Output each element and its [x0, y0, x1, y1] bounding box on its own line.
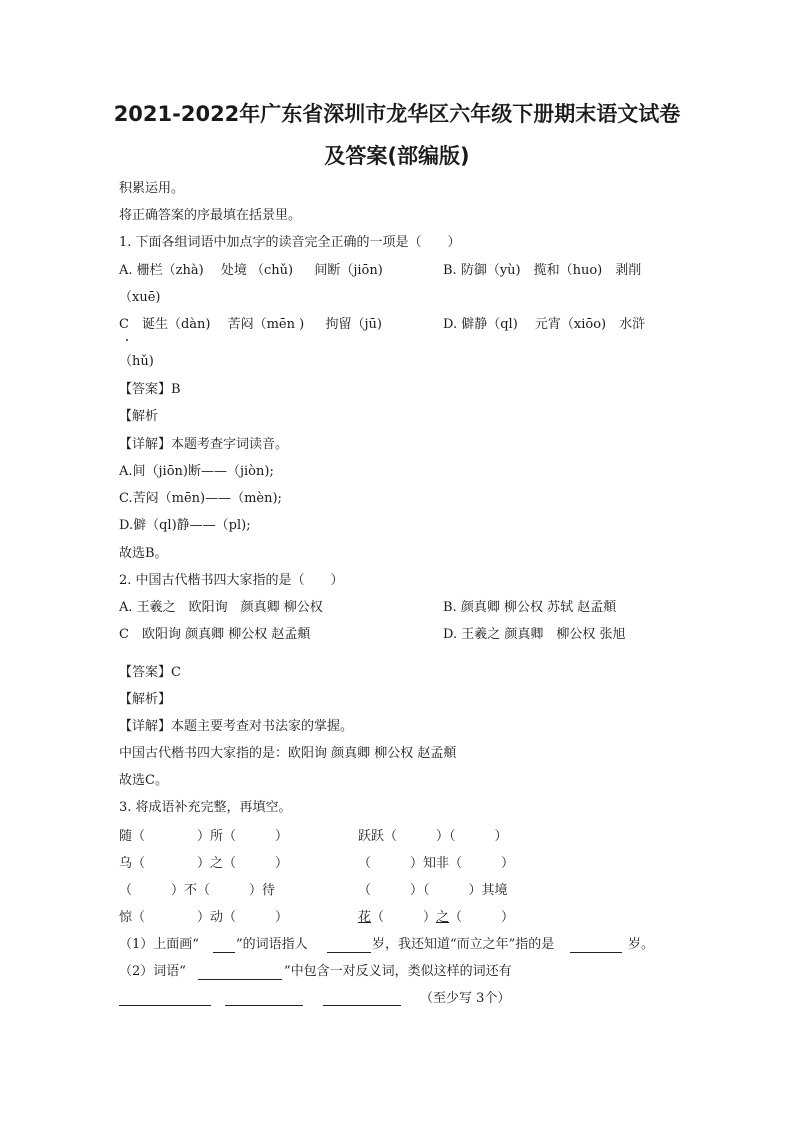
q2-explanation: 中国古代楷书四大家指的是：欧阳询 颜真卿 柳公权 赵孟頫 [119, 746, 457, 761]
q2-detail: 【详解】本题主要考查对书法家的掌握。 [119, 719, 354, 734]
q2-answer: 【答案】C [119, 665, 181, 680]
q2-option-b: B. 颜真卿 柳公权 苏轼 赵孟頫 [443, 600, 617, 615]
q1-analysis-a: A.间（jiōn)断——（jiòn); [119, 464, 274, 479]
q3-idiom-6: （ ）（ ）其境 [358, 883, 508, 898]
q1-conclusion: 故选B。 [119, 546, 168, 561]
q1-analysis-label: 【解析 [119, 409, 159, 424]
q1-option-d: D. 僻静（ql) 元宵（xiōo) 水浒 [443, 317, 646, 332]
q1-stem: 1. 下面各组词语中加点字的读音完全正确的一项是（ ） [119, 235, 461, 250]
underlined-char: 花 [358, 910, 372, 925]
q2-analysis-label: 【解析】 [119, 692, 172, 707]
q3-sub2-end: ”中包含一对反义词，类似这样的词还有 [284, 964, 512, 979]
q3-sub1-middle: ”的词语指人 [236, 937, 308, 952]
answer-blank[interactable] [327, 952, 371, 953]
q2-conclusion: 故选C。 [119, 773, 168, 788]
q3-sub2-prefix: （2）词语“ [119, 964, 186, 979]
answer-blank[interactable] [213, 952, 235, 953]
q3-sub1-end: 岁。 [628, 937, 655, 952]
q3-idiom-3: 乌（ ）之（ ） [119, 856, 289, 871]
section-heading: 积累运用。 [119, 181, 185, 196]
answer-blank[interactable] [323, 1005, 401, 1006]
q1-option-a: A. 栅栏（zhà) 处境 （chǔ) 间断（jiōn) [119, 263, 383, 278]
q3-sub2-note: （至少写 3个） [420, 991, 511, 1006]
q1-analysis-c: C.苦闷（mēn)——（mèn); [119, 491, 282, 506]
q2-stem: 2. 中国古代楷书四大家指的是（ ） [119, 573, 344, 588]
q3-sub1-middle2: 岁，我还知道“而立之年”指的是 [372, 937, 555, 952]
underlined-char: 之 [436, 910, 450, 925]
q1-option-c: C 诞生（dàn) 苦闷（mēn ) 拘留（jū) [119, 317, 382, 332]
emphasis-dot [126, 339, 128, 341]
q1-answer: 【答案】B [119, 382, 181, 397]
q2-option-a: A. 王羲之 欧阳询 颜真卿 柳公权 [119, 600, 323, 615]
q1-option-b: B. 防御（yù) 揽和（huo) 剥削 [443, 263, 642, 278]
q3-idiom-1: 随（ ）所（ ） [119, 829, 289, 844]
answer-blank[interactable] [570, 952, 622, 953]
q3-idiom-5: （ ）不（ ）待 [119, 883, 276, 898]
answer-blank[interactable] [198, 979, 282, 980]
answer-blank[interactable] [225, 1005, 303, 1006]
q3-sub1-prefix: （1）上面画“ [119, 937, 199, 952]
q3-idiom-4: （ ）知非（ ） [358, 856, 515, 871]
answer-blank[interactable] [119, 1005, 211, 1006]
q1-analysis-d: D.僻（ql)静——（pl); [119, 518, 251, 533]
q2-option-d: D. 王羲之 颜真卿 柳公权 张旭 [443, 627, 626, 642]
q3-idiom-2: 跃跃（ ）（ ） [358, 829, 508, 844]
q1-detail: 【详解】本题考查字词读音。 [119, 437, 289, 452]
q3-idiom-7: 惊（ ）动（ ） [119, 910, 289, 925]
q1-option-d-continued: （hǔ) [119, 354, 154, 369]
q1-option-b-continued: （xuē) [119, 290, 161, 305]
document-title-line2: 及答案(部编版) [324, 144, 470, 168]
q3-idiom-8: 花（ ）之（ ） [358, 910, 515, 925]
q3-stem: 3. 将成语补充完整，再填空。 [119, 800, 292, 815]
instruction-text: 将正确答案的序最填在括景里。 [119, 208, 302, 223]
document-title-line1: 2021-2022年广东省深圳市龙华区六年级下册期末语文试卷 [113, 102, 681, 126]
q2-option-c: C 欧阳询 颜真卿 柳公权 赵孟頫 [119, 627, 311, 642]
